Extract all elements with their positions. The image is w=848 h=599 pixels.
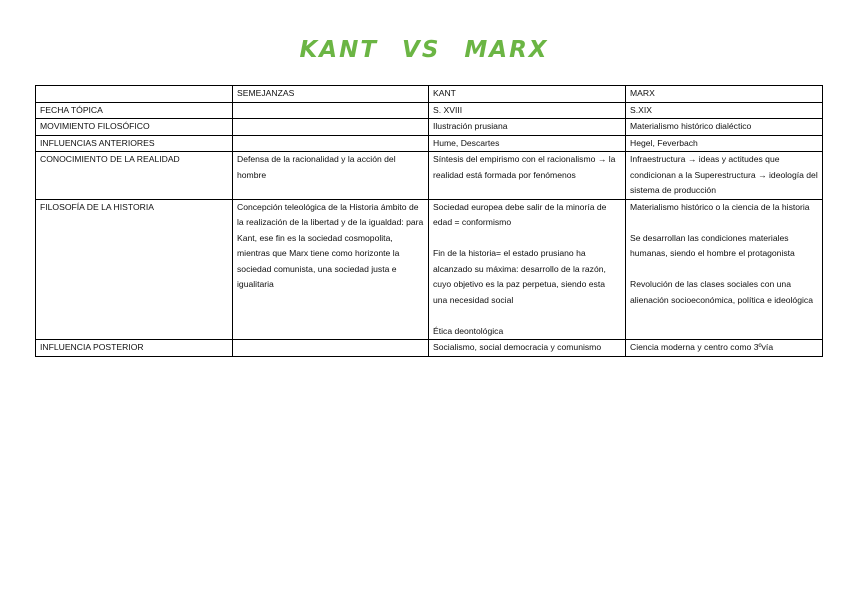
header-cell-semejanzas: SEMEJANZAS [233, 86, 429, 103]
comparison-table [35, 85, 823, 357]
marx-cell: Hegel, Feverbach [626, 135, 823, 152]
kant-cell: Hume, Descartes [429, 135, 626, 152]
semejanzas-cell [233, 340, 429, 357]
semejanzas-cell [233, 102, 429, 119]
semejanzas-cell [233, 119, 429, 136]
table-header-row [36, 86, 823, 103]
row-label: INFLUENCIAS ANTERIORES [36, 135, 233, 152]
marx-cell: Materialismo histórico o la ciencia de la historia Se desarrollan las condiciones materiales humanas, siendo el hombre el protagonista Revolución de las clases sociales con una alienación socioeconómica, política e ideológica [626, 199, 823, 340]
marx-cell: Infraestructura → ideas y actitudes que condicionan a la Superestructura → ideología del sistema de producción [626, 152, 823, 200]
row-label: FECHA TÓPICA [36, 102, 233, 119]
table-row [36, 199, 823, 340]
row-label: MOVIMIENTO FILOSÓFICO [36, 119, 233, 136]
row-label: FILOSOFÍA DE LA HISTORIA [36, 199, 233, 340]
kant-cell: Ilustración prusiana [429, 119, 626, 136]
table-row [36, 340, 823, 357]
table-row [36, 102, 823, 119]
semejanzas-cell: Defensa de la racionalidad y la acción del hombre [233, 152, 429, 200]
row-label: INFLUENCIA POSTERIOR [36, 340, 233, 357]
header-cell-marx: MARX [626, 86, 823, 103]
kant-cell: Síntesis del empirismo con el racionalismo → la realidad está formada por fenómenos [429, 152, 626, 200]
kant-cell: S. XVIII [429, 102, 626, 119]
table-row [36, 135, 823, 152]
marx-cell: S.XIX [626, 102, 823, 119]
document-title: KANT VS MARX [299, 37, 549, 63]
row-label: CONOCIMIENTO DE LA REALIDAD [36, 152, 233, 200]
table-row [36, 152, 823, 200]
table-row [36, 119, 823, 136]
semejanzas-cell [233, 135, 429, 152]
kant-cell: Socialismo, social democracia y comunismo [429, 340, 626, 357]
header-cell-empty [36, 86, 233, 103]
header-cell-kant: KANT [429, 86, 626, 103]
marx-cell: Ciencia moderna y centro como 3ºvía [626, 340, 823, 357]
semejanzas-cell: Concepción teleológica de la Historia ámbito de la realización de la libertad y de la igualdad: para Kant, ese fin es la sociedad cosmopolita, mientras que Marx tiene como horizonte la sociedad comunista, una sociedad justa e igualitaria [233, 199, 429, 340]
kant-cell: Sociedad europea debe salir de la minoría de edad = conformismo Fin de la historia= el estado prusiano ha alcanzado su máxima: desarrollo de la razón, cuyo objetivo es la paz perpetua, siendo esta una necesidad social Ética deontológica [429, 199, 626, 340]
marx-cell: Materialismo histórico dialéctico [626, 119, 823, 136]
